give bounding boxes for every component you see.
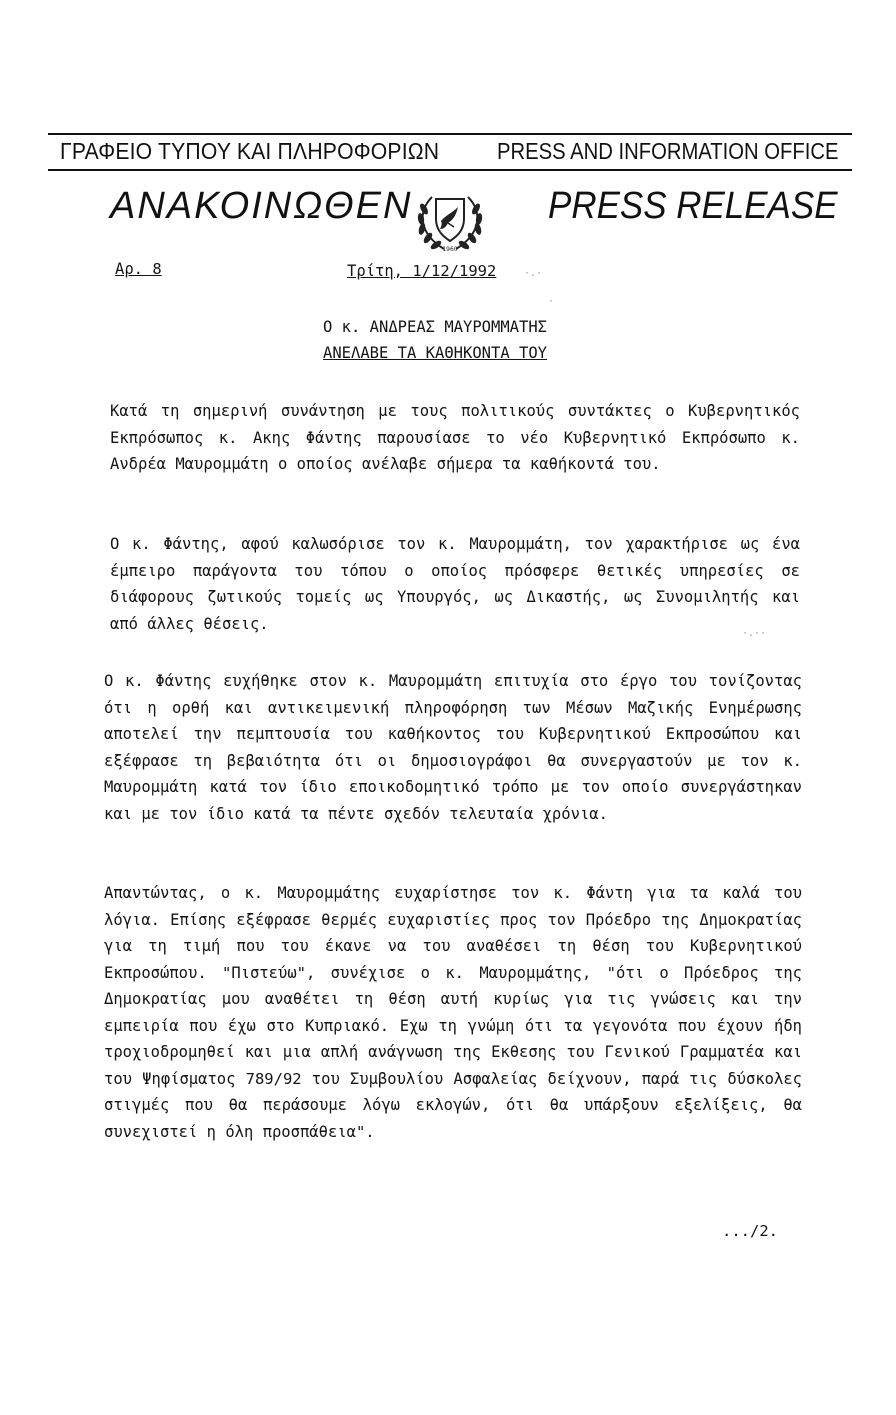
office-name-english: PRESS AND INFORMATION OFFICE: [497, 138, 839, 164]
body-paragraph-1: Κατά τη σημερινή συνάντηση με τους πολιτικούς συντάκτες ο Κυβερνητικός Εκπρόσωπος κ. Ακης Φάντης παρουσίασε το νέο Κυβερνητικό Εκπρόσωπο κ. Ανδρέα Μαυρομμάτη ο οποίος ανέλαβε σήμερα τα καθήκοντά του.: [110, 402, 800, 473]
release-heading-line-2: ΑΝΕΛΑΒΕ ΤΑ ΚΑΘΗΚΟΝΤΑ ΤΟΥ: [323, 344, 547, 362]
body-paragraph-3: Ο κ. Φάντης ευχήθηκε στον κ. Μαυρομμάτη επιτυχία στο έργο του τονίζοντας ότι η ορθή και αντικειμενική πληροφόρηση των Μέσων Μαζικής Ενημέρωσης αποτελεί την πεμπτουσία του καθήκοντος του Κυβερνητικού Εκπροσώπου και εξέφρασε τη βεβαιότητα ότι οι δημοσιογράφοι θα συνεργαστούν με τον κ. Μαυρομμάτη κατά τον ίδιο εποικοδομητικό τρόπο με τον οποίο συνεργάστηκαν και με τον ίδιο κατά τα πέντε σχεδόν τελευταία χρόνια.: [104, 672, 802, 823]
letterhead-bottom-rule: [48, 169, 852, 171]
press-release-title-greek: ΑΝΑΚΟΙΝΩΘΕΝ: [110, 185, 413, 227]
release-number: Αρ. 8: [115, 260, 162, 278]
body-paragraph-4: Απαντώντας, ο κ. Μαυρομμάτης ευχαρίστησε τον κ. Φάντη για τα καλά του λόγια. Επίσης εξέφρασε θερμές ευχαριστίες προς τον Πρόεδρο της Δημοκρατίας για τη τιμή που του έκανε να του αναθέσει τη θέση του Κυβερνητικού Εκπροσώπου. "Πιστεύω", συνέχισε ο κ. Μαυρομμάτης, "ότι ο Πρόεδρος της Δημοκρατίας μου αναθέτει τη θέση αυτή κυρίως για τις γνώσεις και την εμπειρία που έχω στο Κυπριακό. Εχω τη γνώμη ότι τα γεγονότα που έχουν ήδη τροχιοδρομηθεί και μια απλή ανάγνωση της Εκθεσης του Γενικού Γραμματέα και του Ψηφίσματος 789/92 του Συμβουλίου Ασφαλείας δείχνουν, παρά τις δύσκολες στιγμές που θα περάσουμε λόγω εκλογών, ότι θα υπάρξουν εξελίξεις, θα συνεχιστεί η όλη προσπάθεια".: [104, 884, 802, 1141]
release-heading-line-1: Ο κ. ΑΝΔΡΕΑΣ ΜΑΥΡΟΜΜΑΤΗΣ: [323, 318, 547, 336]
office-name-greek: ΓΡΑΦΕΙΟ ΤΥΠΟΥ ΚΑΙ ΠΛΗΡΟΦΟΡΙΩΝ: [60, 138, 440, 164]
body-paragraph-2: Ο κ. Φάντης, αφού καλωσόρισε τον κ. Μαυρομμάτη, τον χαρακτήρισε ως ένα έμπειρο παράγοντα του τόπου ο οποίος πρόσφερε θετικές υπηρεσίες σε διάφορους ζωτικούς τομείς ως Υπουργός, ως Δικαστής, ως Συνομιλητής και από άλλες θέσεις.: [110, 535, 800, 633]
cyprus-coat-of-arms-icon: [410, 185, 490, 257]
scan-speck: ·.··: [742, 628, 767, 639]
release-date: Τρίτη, 1/12/1992: [347, 262, 497, 280]
scan-speck: ·.·: [524, 268, 543, 279]
letterhead-top-rule: [48, 133, 852, 135]
scan-speck: ·: [548, 296, 555, 307]
svg-text:1960: 1960: [442, 246, 458, 253]
press-release-title-english: PRESS RELEASE: [548, 185, 838, 227]
page-continuation-marker: .../2.: [722, 1222, 778, 1240]
